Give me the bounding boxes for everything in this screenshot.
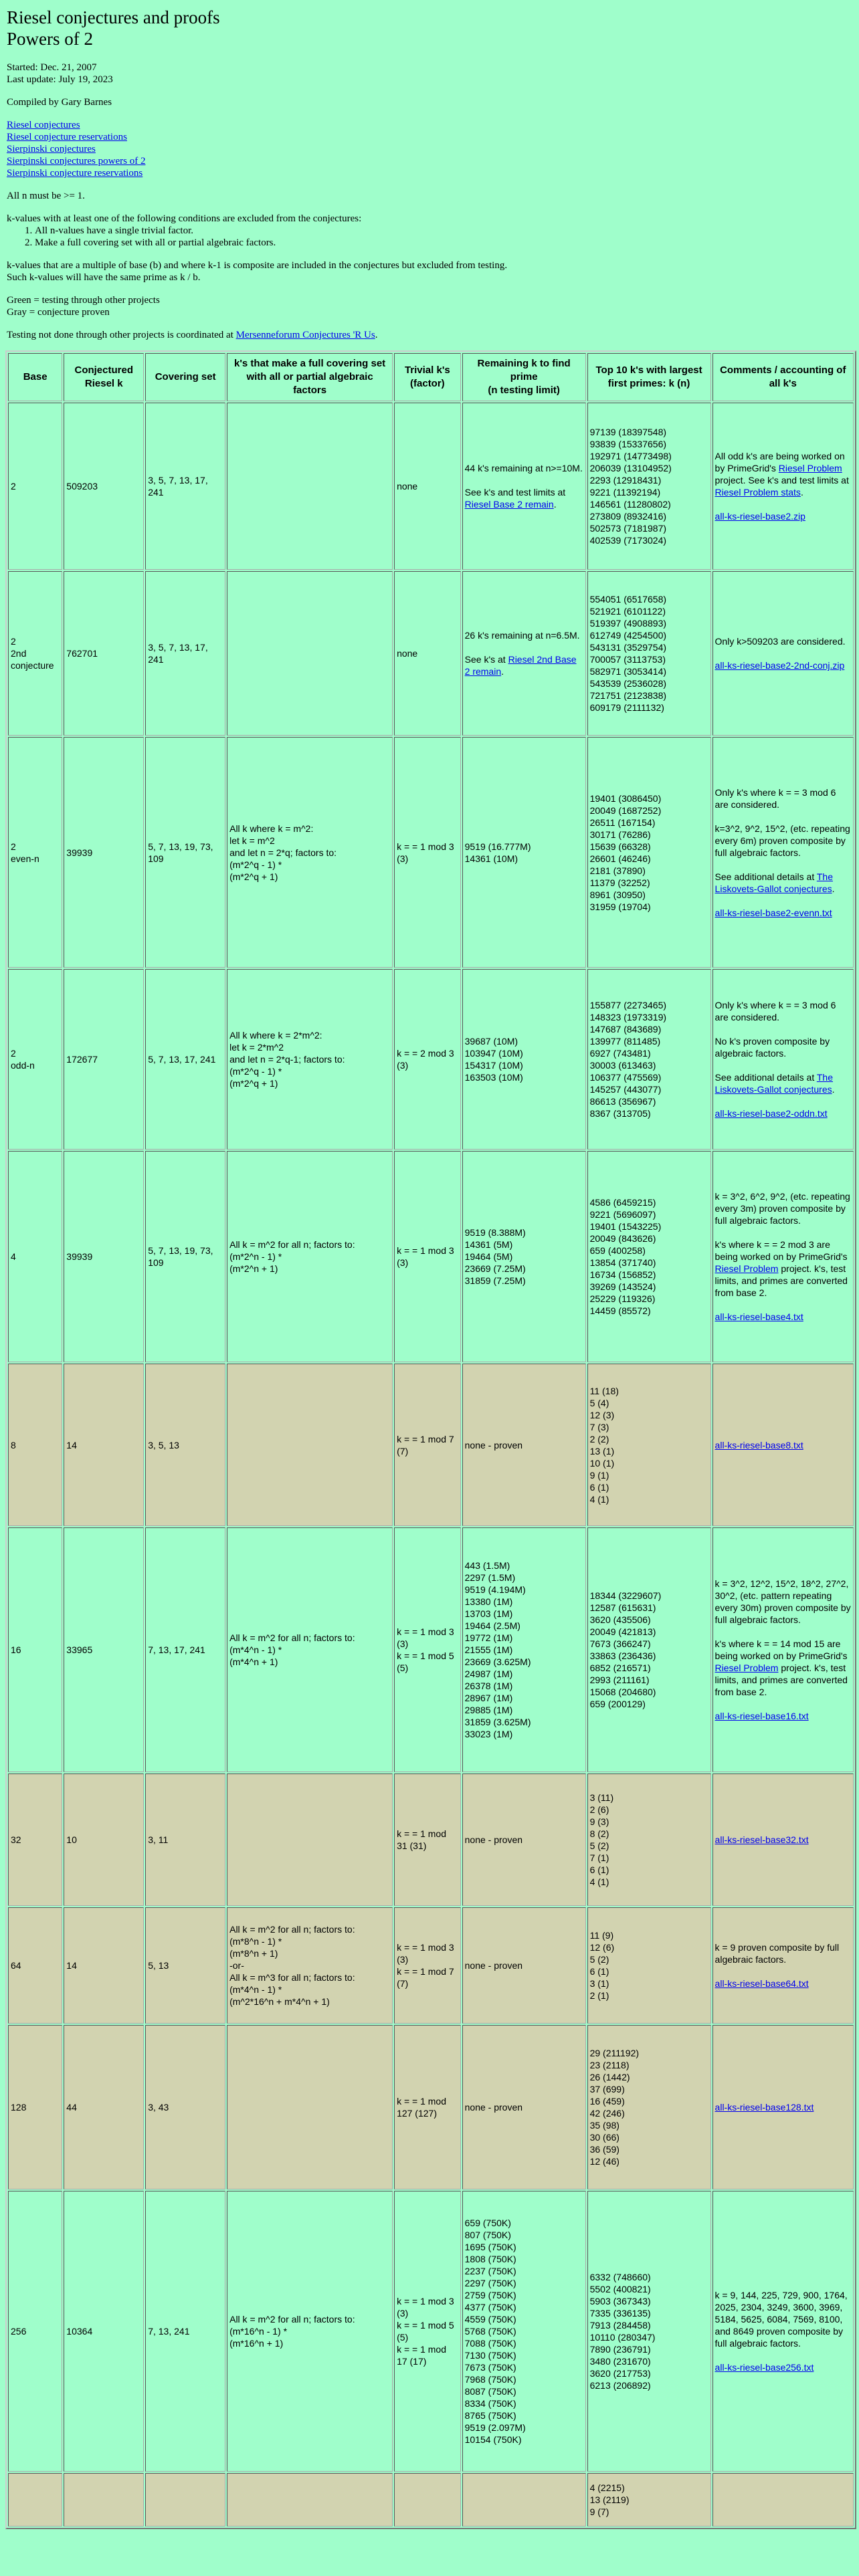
cell-algebraic-ks	[227, 2473, 393, 2527]
header-base: Base	[8, 353, 62, 401]
cell-conjectured-k: 39939	[64, 1151, 144, 1362]
excluded-list	[7, 225, 852, 249]
green-legend: Green = testing through other projects	[7, 295, 160, 306]
cell-conjectured-k: 39939	[64, 737, 144, 968]
cell-algebraic-ks	[227, 1364, 393, 1526]
cell-conjectured-k: 14	[64, 1364, 144, 1526]
cell-base: 4	[8, 1151, 62, 1362]
cell-top10-primes: 11 (18) 5 (4) 12 (3) 7 (3) 2 (2) 13 (1) 10 (1) 9 (1) 6 (1) 4 (1)	[587, 1364, 711, 1526]
n-rule: All n must be >= 1.	[7, 191, 85, 201]
cell-comments: k = 9, 144, 225, 729, 900, 1764, 2025, 2304, 3249, 3600, 3969, 5184, 5625, 6084, 7569, 8100, and 8649 proven composite by full algebraic factors. all-ks-riesel-base256.txt	[712, 2191, 854, 2472]
comment-link[interactable]: Riesel Problem	[714, 1263, 779, 1274]
cell-trivial-ks: k = = 1 mod 127 (127)	[394, 2025, 461, 2189]
cell-remaining-k: 44 k's remaining at n>=10M. See k's and test limits at Riesel Base 2 remain.	[462, 403, 586, 570]
cell-remaining-k: none - proven	[462, 2025, 586, 2189]
cell-comments: k = 9 proven composite by full algebraic factors. all-ks-riesel-base64.txt	[712, 1907, 854, 2024]
cell-top10-primes: 3 (11) 2 (6) 9 (3) 8 (2) 5 (2) 7 (1) 6 (1) 4 (1)	[587, 1774, 711, 1906]
cell-covering-set: 3, 5, 7, 13, 17, 241	[145, 403, 225, 570]
cell-algebraic-ks: All k = m^2 for all n; factors to: (m*2^n - 1) * (m*2^n + 1)	[227, 1151, 393, 1362]
k-list-file-link[interactable]: all-ks-riesel-base128.txt	[714, 2102, 814, 2113]
header-top10: Top 10 k's with largest first primes: k (n)	[587, 353, 711, 401]
cell-remaining-k: 26 k's remaining at n=6.5M. See k's at Riesel 2nd Base 2 remain.	[462, 571, 586, 736]
cell-base: 256	[8, 2191, 62, 2472]
cell-base: 32	[8, 1774, 62, 1906]
cell-algebraic-ks	[227, 571, 393, 736]
link-riesel-conjectures[interactable]: Riesel conjectures	[7, 120, 80, 130]
cell-top10-primes: 18344 (3229607) 12587 (615631) 3620 (435506) 20049 (421813) 7673 (366247) 33863 (236436) 6852 (216571) 2993 (211161) 15068 (204680) 659 (200129)	[587, 1527, 711, 1772]
comment-link[interactable]: Riesel Problem	[714, 1662, 779, 1673]
excluded-item: 2. Make a full covering set with all or partial algebraic factors.	[35, 237, 852, 249]
cell-trivial-ks: k = = 1 mod 3 (3)	[394, 737, 461, 968]
cell-covering-set: 3, 11	[145, 1774, 225, 1906]
remaining-link[interactable]: Riesel 2nd Base 2 remain	[464, 654, 577, 677]
cell-comments: k = 3^2, 12^2, 15^2, 18^2, 27^2, 30^2, (etc. pattern repeating every 30m) proven composite by full algebraic factors. k's where k = = 14 mod 15 are being worked on by PrimeGrid's Riesel Problem project. k's, test limits, and primes are converted from base 2. all-ks-riesel-base16.txt	[712, 1527, 854, 1772]
header-trivial-ks: Trivial k's (factor)	[394, 353, 461, 401]
header-comments: Comments / accounting of all k's	[712, 353, 854, 401]
cell-trivial-ks: k = = 1 mod 31 (31)	[394, 1774, 461, 1906]
cell-remaining-k: 659 (750K) 807 (750K) 1695 (750K) 1808 (750K) 2237 (750K) 2297 (750K) 2759 (750K) 4377 (750K) 4559 (750K) 5768 (750K) 7088 (750K) 7130 (750K) 7673 (750K) 7968 (750K) 8087 (750K) 8334 (750K) 8765 (750K) 9519 (2.097M) 10154 (750K)	[462, 2191, 586, 2472]
cell-comments	[712, 1364, 854, 1526]
cell-covering-set: 5, 7, 13, 17, 241	[145, 969, 225, 1150]
cell-trivial-ks: k = = 1 mod 7 (7)	[394, 1364, 461, 1526]
cell-base	[8, 2473, 62, 2527]
k-list-file-link[interactable]: all-ks-riesel-base2-evenn.txt	[714, 907, 832, 918]
cell-comments	[712, 1774, 854, 1906]
cell-conjectured-k: 10364	[64, 2191, 144, 2472]
header-algebraic-ks: k's that make a full covering set with all or partial algebraic factors	[227, 353, 393, 401]
table-row	[8, 1527, 854, 1772]
comment-link[interactable]: The Liskovets-Gallot conjectures	[714, 1072, 833, 1095]
k-list-file-link[interactable]: all-ks-riesel-base16.txt	[714, 1711, 809, 1721]
cell-conjectured-k: 44	[64, 2025, 144, 2189]
cell-trivial-ks: k = = 2 mod 3 (3)	[394, 969, 461, 1150]
cell-base: 2 2nd conjecture	[8, 571, 62, 736]
table-row	[8, 1774, 854, 1906]
cell-covering-set: 5, 7, 13, 19, 73, 109	[145, 737, 225, 968]
cell-remaining-k: 9519 (16.777M) 14361 (10M)	[462, 737, 586, 968]
cell-comments: All odd k's are being worked on by PrimeGrid's Riesel Problem project. See k's and test limits at Riesel Problem stats. all-ks-riesel-base2.zip	[712, 403, 854, 570]
multiple-rule-note: Such k-values will have the same prime as k / b.	[7, 272, 201, 283]
comment-link[interactable]: The Liskovets-Gallot conjectures	[714, 871, 833, 894]
cell-top10-primes: 554051 (6517658) 521921 (6101122) 519397 (4908893) 612749 (4254500) 543131 (3529754) 700057 (3113753) 582971 (3053414) 543539 (2536028) 721751 (2123838) 609179 (2111132)	[587, 571, 711, 736]
cell-trivial-ks: k = = 1 mod 3 (3) k = = 1 mod 5 (5)	[394, 1527, 461, 1772]
cell-top10-primes: 19401 (3086450) 20049 (1687252) 26511 (167154) 30171 (76286) 15639 (66328) 26601 (46246) 2181 (37890) 11379 (32252) 8961 (30950) 31959 (19704)	[587, 737, 711, 968]
cell-top10-primes: 29 (211192) 23 (2118) 26 (1442) 37 (699) 16 (459) 42 (246) 35 (98) 30 (66) 36 (59) 12 (46)	[587, 2025, 711, 2189]
cell-remaining-k	[462, 2473, 586, 2527]
comment-stats-link[interactable]: Riesel Problem stats	[714, 487, 801, 498]
cell-conjectured-k: 14	[64, 1907, 144, 2024]
table-row	[8, 1907, 854, 2024]
excluded-item: 1. All n-values have a single trivial factor.	[35, 225, 852, 237]
remaining-link[interactable]: Riesel Base 2 remain	[464, 499, 554, 510]
cell-algebraic-ks	[227, 1774, 393, 1906]
cell-covering-set: 3, 5, 7, 13, 17, 241	[145, 571, 225, 736]
excluded-intro: k-values with at least one of the following conditions are excluded from the conjectures:	[7, 213, 362, 224]
header-conjectured-k: Conjectured Riesel k	[64, 353, 144, 401]
cell-top10-primes: 4586 (6459215) 9221 (5696097) 19401 (1543225) 20049 (843626) 659 (400258) 13854 (371740) 16734 (156852) 39269 (143524) 25229 (119326) 14459 (85572)	[587, 1151, 711, 1362]
header-covering-set: Covering set	[145, 353, 225, 401]
cell-conjectured-k: 33965	[64, 1527, 144, 1772]
table-row	[8, 403, 854, 570]
cell-conjectured-k: 172677	[64, 969, 144, 1150]
k-list-file-link[interactable]: all-ks-riesel-base256.txt	[714, 2362, 814, 2373]
cell-comments	[712, 2025, 854, 2189]
multiple-rule: k-values that are a multiple of base (b) and where k-1 is composite are included in the conjectures but excluded from testing.	[7, 260, 508, 271]
cell-conjectured-k: 762701	[64, 571, 144, 736]
last-update-date: Last update: July 19, 2023	[7, 74, 113, 85]
cell-trivial-ks: k = = 1 mod 3 (3) k = = 1 mod 5 (5) k = = 1 mod 17 (17)	[394, 2191, 461, 2472]
link-riesel-reservations[interactable]: Riesel conjecture reservations	[7, 132, 127, 142]
k-list-file-link[interactable]: all-ks-riesel-base2-2nd-conj.zip	[714, 660, 845, 671]
cell-covering-set: 5, 7, 13, 19, 73, 109	[145, 1151, 225, 1362]
table-row	[8, 969, 854, 1150]
cell-algebraic-ks: All k where k = m^2: let k = m^2 and let n = 2*q; factors to: (m*2^q - 1) * (m*2^q + 1)	[227, 737, 393, 968]
cell-trivial-ks: k = = 1 mod 3 (3)	[394, 1151, 461, 1362]
cell-base: 2 even-n	[8, 737, 62, 968]
cell-comments	[712, 2473, 854, 2527]
table-row	[8, 2473, 854, 2527]
link-sierpinski-powers-of-2[interactable]: Sierpinski conjectures powers of 2	[7, 156, 146, 167]
k-list-file-link[interactable]: all-ks-riesel-base2.zip	[714, 511, 805, 522]
k-list-file-link[interactable]: all-ks-riesel-base2-oddn.txt	[714, 1108, 828, 1119]
cell-covering-set: 5, 13	[145, 1907, 225, 2024]
cell-conjectured-k: 509203	[64, 403, 144, 570]
comment-link[interactable]: Riesel Problem	[778, 463, 842, 473]
cell-comments: k = 3^2, 6^2, 9^2, (etc. repeating every 3m) proven composite by full algebraic factors. k's where k = = 2 mod 3 are being worked on by PrimeGrid's Riesel Problem project. k's, test limits, and primes are converted from base 2. all-ks-riesel-base4.txt	[712, 1151, 854, 1362]
cell-remaining-k: 9519 (8.388M) 14361 (5M) 19464 (5M) 23669 (7.25M) 31859 (7.25M)	[462, 1151, 586, 1362]
cell-remaining-k: none - proven	[462, 1364, 586, 1526]
cell-trivial-ks	[394, 2473, 461, 2527]
cell-trivial-ks: k = = 1 mod 3 (3) k = = 1 mod 7 (7)	[394, 1907, 461, 2024]
gray-legend: Gray = conjecture proven	[7, 307, 110, 318]
riesel-table	[5, 350, 856, 2529]
cell-top10-primes: 155877 (2273465) 148323 (1973319) 147687 (843689) 139977 (811485) 6927 (743481) 30003 (613463) 106377 (475569) 145257 (443077) 86613 (356967) 8367 (313705)	[587, 969, 711, 1150]
cell-trivial-ks: none	[394, 403, 461, 570]
started-date: Started: Dec. 21, 2007	[7, 62, 97, 73]
compiled-by: Compiled by Gary Barnes	[7, 97, 112, 108]
cell-base: 128	[8, 2025, 62, 2189]
cell-base: 16	[8, 1527, 62, 1772]
cell-algebraic-ks	[227, 2025, 393, 2189]
cell-remaining-k: none - proven	[462, 1774, 586, 1906]
cell-covering-set: 3, 43	[145, 2025, 225, 2189]
cell-comments: Only k's where k = = 3 mod 6 are considered. No k's proven composite by algebraic factors. See additional details at The Liskovets-Gallot conjectures. all-ks-riesel-base2-oddn.txt	[712, 969, 854, 1150]
link-conjectures-r-us[interactable]: Mersenneforum Conjectures 'R Us	[235, 330, 375, 340]
cell-remaining-k: 39687 (10M) 103947 (10M) 154317 (10M) 163503 (10M)	[462, 969, 586, 1150]
cell-base: 64	[8, 1907, 62, 2024]
cell-covering-set: 7, 13, 241	[145, 2191, 225, 2472]
cell-comments: Only k's where k = = 3 mod 6 are considered. k=3^2, 9^2, 15^2, (etc. repeating every 6m) proven composite by full algebraic factors. See additional details at The Liskovets-Gallot conjectures. all-ks-riesel-base2-evenn.txt	[712, 737, 854, 968]
cell-remaining-k: 443 (1.5M) 2297 (1.5M) 9519 (4.194M) 13380 (1M) 13703 (1M) 19464 (2.5M) 19772 (1M) 21555 (1M) 23669 (3.625M) 24987 (1M) 26378 (1M) 28967 (1M) 29885 (1M) 31859 (3.625M) 33023 (1M)	[462, 1527, 586, 1772]
cell-top10-primes: 11 (9) 12 (6) 5 (2) 6 (1) 3 (1) 2 (1)	[587, 1907, 711, 2024]
cell-top10-primes: 97139 (18397548) 93839 (15337656) 192971 (14773498) 206039 (13104952) 2293 (12918431) 9221 (11392194) 146561 (11280802) 273809 (8932416) 502573 (7181987) 402539 (7173024)	[587, 403, 711, 570]
link-sierpinski-conjectures[interactable]: Sierpinski conjectures	[7, 144, 96, 154]
cell-comments: Only k>509203 are considered. all-ks-riesel-base2-2nd-conj.zip	[712, 571, 854, 736]
cell-base: 8	[8, 1364, 62, 1526]
cell-top10-primes: 4 (2215) 13 (2119) 9 (7)	[587, 2473, 711, 2527]
cell-base: 2 odd-n	[8, 969, 62, 1150]
table-row	[8, 2025, 854, 2189]
cell-covering-set	[145, 2473, 225, 2527]
cell-top10-primes: 6332 (748660) 5502 (400821) 5903 (367343) 7335 (336135) 7913 (284458) 10110 (280347) 7890 (236791) 3480 (231670) 3620 (217753) 6213 (206892)	[587, 2191, 711, 2472]
cell-conjectured-k: 10	[64, 1774, 144, 1906]
table-row	[8, 1151, 854, 1362]
coordination-note: Testing not done through other projects is coordinated at Mersenneforum Conjectures 'R Us.	[7, 330, 378, 340]
cell-algebraic-ks: All k = m^2 for all n; factors to: (m*4^n - 1) * (m*4^n + 1)	[227, 1527, 393, 1772]
cell-algebraic-ks: All k where k = 2*m^2: let k = 2*m^2 and let n = 2*q-1; factors to: (m*2^q - 1) * (m*2^q + 1)	[227, 969, 393, 1150]
k-list-file-link[interactable]: all-ks-riesel-base32.txt	[714, 1834, 809, 1845]
table-row	[8, 571, 854, 736]
cell-conjectured-k	[64, 2473, 144, 2527]
page-subtitle: Powers of 2	[7, 29, 93, 49]
cell-trivial-ks: none	[394, 571, 461, 736]
cell-covering-set: 7, 13, 17, 241	[145, 1527, 225, 1772]
cell-remaining-k: none - proven	[462, 1907, 586, 2024]
cell-algebraic-ks: All k = m^2 for all n; factors to: (m*16^n - 1) * (m*16^n + 1)	[227, 2191, 393, 2472]
cell-algebraic-ks	[227, 403, 393, 570]
header-remaining-k: Remaining k to find prime (n testing limit)	[462, 353, 586, 401]
k-list-file-link[interactable]: all-ks-riesel-base64.txt	[714, 1978, 809, 1989]
cell-covering-set: 3, 5, 13	[145, 1364, 225, 1526]
cell-algebraic-ks: All k = m^2 for all n; factors to: (m*8^n - 1) * (m*8^n + 1) -or- All k = m^3 for all n; factors to: (m*4^n - 1) * (m^2*16^n + m*4^n + 1)	[227, 1907, 393, 2024]
table-row	[8, 2191, 854, 2472]
page-title: Riesel conjectures and proofs	[7, 7, 220, 27]
table-row	[8, 1364, 854, 1526]
k-list-file-link[interactable]: all-ks-riesel-base8.txt	[714, 1439, 803, 1451]
link-sierpinski-reservations[interactable]: Sierpinski conjecture reservations	[7, 168, 143, 179]
table-row	[8, 737, 854, 968]
k-list-file-link[interactable]: all-ks-riesel-base4.txt	[714, 1311, 803, 1322]
cell-base: 2	[8, 403, 62, 570]
